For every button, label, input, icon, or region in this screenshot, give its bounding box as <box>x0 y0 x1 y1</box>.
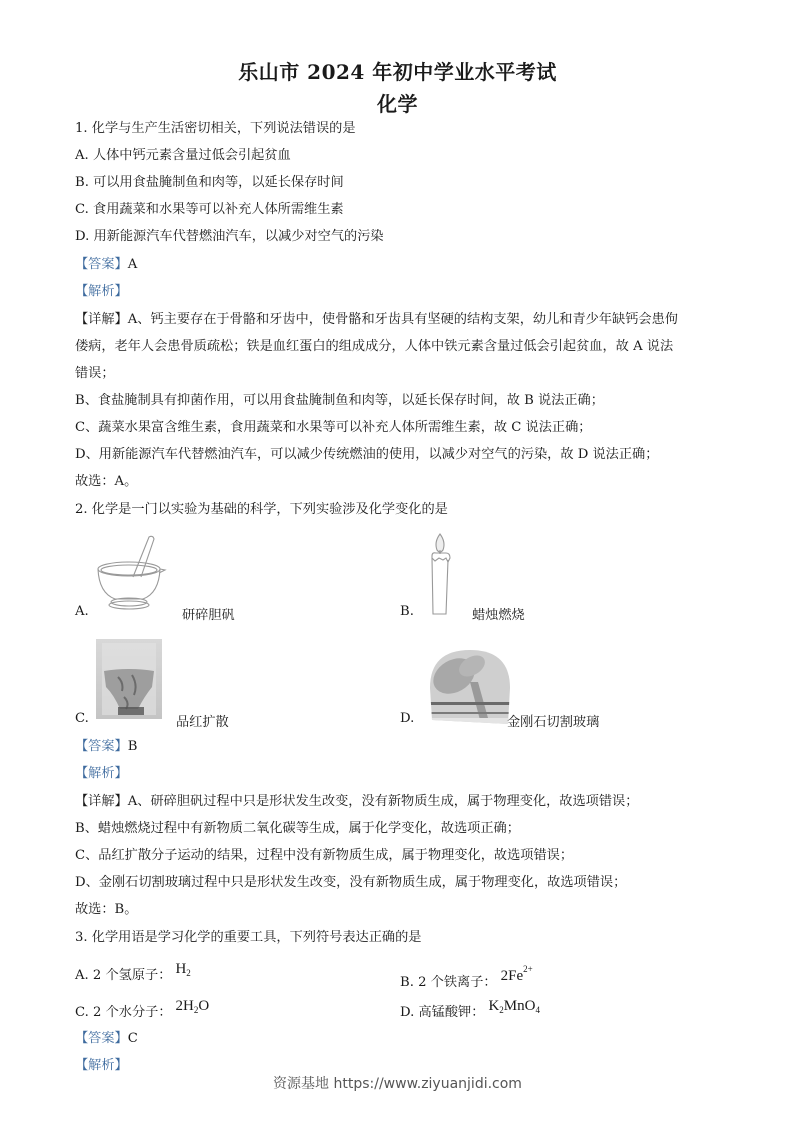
formula-2h2o: $2H_2O$ <box>175 998 210 1015</box>
q2-option-b-caption: 蜡烛燃烧 <box>472 608 525 623</box>
q3-option-d: D. 高锰酸钾： $K_2MnO_4$ <box>400 998 540 1020</box>
q3-answer <box>75 1030 138 1048</box>
answer-tag: 【答案】 <box>75 257 128 272</box>
q1-option-a: A. 人体中钙元素含量过低会引起贫血 <box>75 148 291 163</box>
q2-analysis-tag: 【解析】 <box>75 766 128 781</box>
q1-option-d: D. 用新能源汽车代替燃油汽车，以减少对空气的污染 <box>75 229 384 244</box>
q2-detail-line: 【详解】A、研碎胆矾过程中只是形状发生改变，没有新物质生成，属于物理变化，故选项错误； <box>75 794 639 809</box>
q2-detail-line: B、蜡烛燃烧过程中有新物质二氧化碳等生成，属于化学变化，故选项正确； <box>75 821 520 836</box>
q1-detail-line: C、蔬菜水果富含维生素，食用蔬菜和水果等可以补充人体所需维生素，故 C 说法正确； <box>75 420 592 435</box>
q2-stem: 2. 化学是一门以实验为基础的科学，下列实验涉及化学变化的是 <box>75 502 448 517</box>
q1-stem: 1. 化学与生产生活密切相关，下列说法错误的是 <box>75 121 356 136</box>
q2-answer <box>75 738 137 756</box>
q2-option-a-letter: A. <box>75 604 89 619</box>
detail-tag: 【详解】 <box>75 312 128 327</box>
q1-conclusion: 故选：A。 <box>75 474 138 489</box>
q1-option-c: C. 食用蔬菜和水果等可以补充人体所需维生素 <box>75 202 344 217</box>
q2-detail-line: D、金刚石切割玻璃过程中只是形状发生改变，没有新物质生成，属于物理变化，故选项错误； <box>75 875 627 890</box>
page-title: 乐山市 2024 年初中学业水平考试 <box>238 60 557 84</box>
q1-detail-line: D、用新能源汽车代替燃油汽车，可以减少传统燃油的使用，以减少对空气的污染，故 D 说法正确； <box>75 447 659 462</box>
q3-analysis-tag: 【解析】 <box>75 1058 128 1073</box>
q2-conclusion: 故选：B。 <box>75 902 138 917</box>
q2-option-c-letter: C. <box>75 711 89 726</box>
q1-option-b: B. 可以用食盐腌制鱼和肉等，以延长保存时间 <box>75 175 344 190</box>
mortar-pestle-icon <box>93 533 173 613</box>
answer-tag: 【答案】 <box>75 1031 128 1046</box>
q2-option-d-caption: 金刚石切割玻璃 <box>507 715 600 730</box>
answer-value: C <box>127 1031 138 1046</box>
q3-option-c: C. 2 个水分子： $2H_2O$ <box>75 998 210 1020</box>
q3-stem: 3. 化学用语是学习化学的重要工具，下列符号表达正确的是 <box>75 930 422 945</box>
formula-2fe2plus: $2Fe^{2+}$ <box>500 964 533 984</box>
q2-option-b-letter: B. <box>400 604 414 619</box>
q2-option-c-caption: 品红扩散 <box>176 715 229 730</box>
answer-value: A <box>127 257 138 272</box>
subject-title: 化学 <box>377 92 418 116</box>
formula-k2mno4: $K_2MnO_4$ <box>488 998 540 1015</box>
q1-answer <box>75 256 137 274</box>
candle-icon <box>424 530 458 620</box>
q1-detail-line: B、食盐腌制具有抑菌作用，可以用食盐腌制鱼和肉等，以延长保存时间，故 B 说法正确； <box>75 393 604 408</box>
watermark-footer: 资源基地 https://www.ziyuanjidi.com <box>273 1076 522 1092</box>
glass-cutting-photo <box>426 648 514 728</box>
q2-option-d-letter: D. <box>400 711 415 726</box>
q2-option-a-caption: 研碎胆矾 <box>182 608 235 623</box>
q1-detail-line: 【详解】A、钙主要存在于骨骼和牙齿中，使骨骼和牙齿具有坚硬的结构支架，幼儿和青少年缺钙会患佝 <box>75 312 678 327</box>
q1-detail-line: 偻病，老年人会患骨质疏松；铁是血红蛋白的组成成分，人体中铁元素含量过低会引起贫血，故 A 说法 <box>75 339 674 354</box>
q2-detail-line: C、品红扩散分子运动的结果，过程中没有新物质生成，属于物理变化，故选项错误； <box>75 848 574 863</box>
beaker-diffusion-photo <box>94 637 166 723</box>
answer-value: B <box>127 739 138 754</box>
q3-option-b: B. 2 个铁离子： $2Fe^{2+}$ <box>400 964 533 990</box>
q1-analysis-tag: 【解析】 <box>75 284 128 299</box>
detail-tag: 【详解】 <box>75 794 128 809</box>
q1-detail-line: 错误； <box>75 366 115 381</box>
answer-tag: 【答案】 <box>75 739 128 754</box>
q3-option-a: A. 2 个氢原子： $H_2$ <box>75 961 191 983</box>
formula-h2: $H_2$ <box>175 961 191 978</box>
